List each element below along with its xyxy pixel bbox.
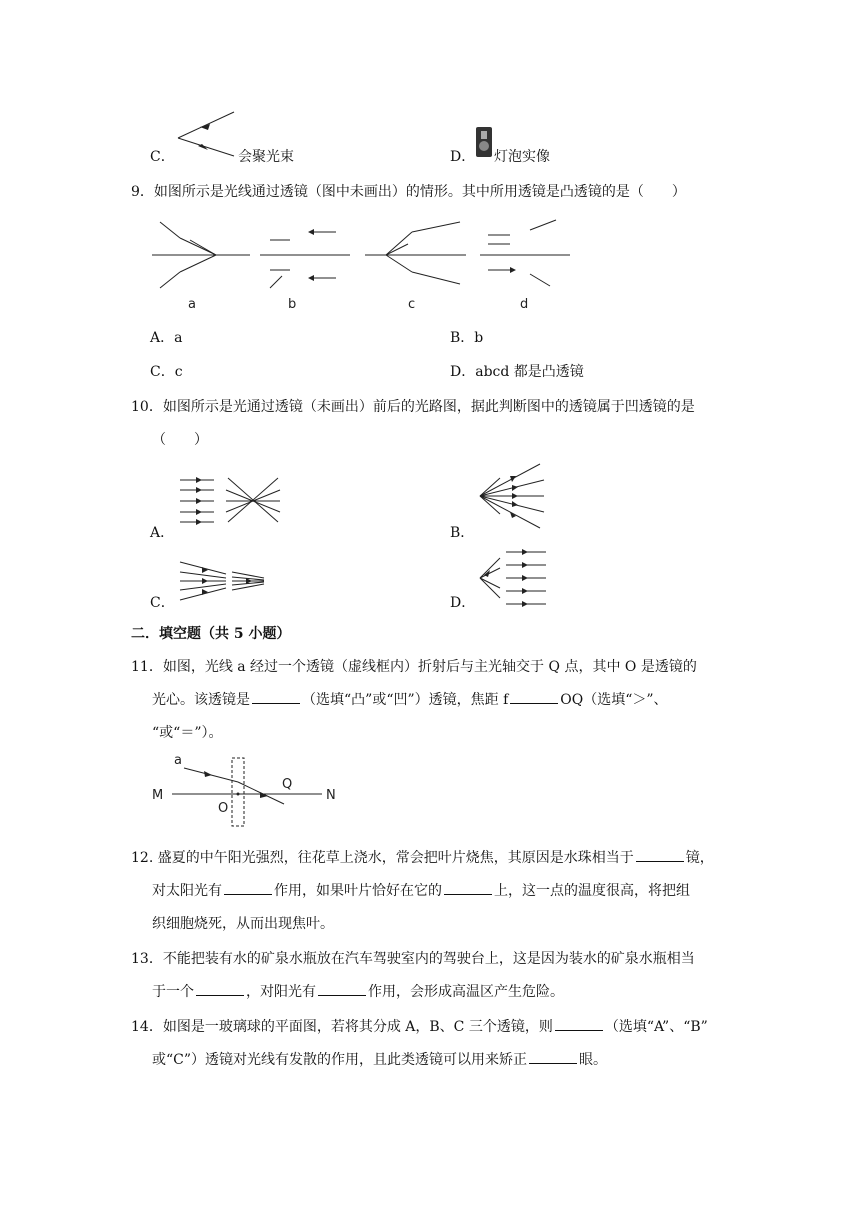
- q12-line3: 织细胞烧死，从而出现焦叶。: [152, 916, 334, 932]
- figure-label-a: a: [174, 753, 182, 768]
- q11-line2: 光心。该透镜是 （选填“凸”或“凹”）透镜，焦距 f OQ（选填“＞”、: [152, 692, 668, 708]
- figure-label-b: b: [288, 297, 297, 312]
- q10-figure-d: [472, 548, 552, 608]
- figure-label-a: a: [188, 297, 196, 312]
- q13-line2: 于一个 ，对阳光有 作用，会形成高温区产生危险。: [152, 984, 564, 1000]
- ray-diagram-b: [260, 229, 350, 288]
- figure-label-c: c: [408, 297, 416, 312]
- q11-line3: “或“＝”）。: [152, 725, 223, 741]
- answer-blank[interactable]: [224, 882, 272, 895]
- q8-option-d: [450, 146, 475, 166]
- answer-blank[interactable]: [529, 1051, 577, 1064]
- option-label: D．: [450, 149, 476, 165]
- q8-option-d-text: 灯泡实像: [494, 149, 550, 165]
- answer-blank[interactable]: [510, 691, 558, 704]
- q10-stem-line1: 10．如图所示是光通过透镜（未画出）前后的光路图，据此判断图中的透镜属于凹透镜的是: [131, 399, 695, 415]
- figure-label-q: Q: [282, 777, 293, 792]
- q12-line1: 12. 盛夏的中午阳光强烈，往花草上浇水，常会把叶片烧焦，其原因是水珠相当于 镜，: [131, 850, 714, 866]
- answer-blank[interactable]: [636, 849, 684, 862]
- q10-figure-a: [178, 470, 288, 532]
- q13-line1: 13．不能把装有水的矿泉水瓶放在汽车驾驶室内的驾驶台上，这是因为装水的矿泉水瓶相当: [131, 951, 695, 967]
- ray-diagram-d: [480, 220, 570, 286]
- figure-label-n: N: [326, 788, 336, 803]
- q10-figure-b: [472, 460, 552, 532]
- q9-option-d: D．abcd 都是凸透镜: [450, 364, 584, 380]
- q10-option-b: B．: [450, 525, 475, 541]
- q9-option-c: C．c: [150, 364, 183, 380]
- q10-option-d: D．: [450, 595, 476, 611]
- q10-option-c: C．: [150, 595, 175, 611]
- figure-label-d: d: [520, 297, 529, 312]
- q9-stem: 9．如图所示是光线通过透镜（图中未画出）的情形。其中所用透镜是凸透镜的是（ ）: [131, 184, 686, 200]
- answer-blank[interactable]: [252, 691, 300, 704]
- answer-blank[interactable]: [196, 983, 244, 996]
- option-label: C．: [150, 149, 175, 165]
- q9-option-b: B．b: [450, 330, 484, 346]
- q14-line1: 14．如图是一玻璃球的平面图，若将其分成 A，B、C 三个透镜，则 （选填“A”、“B”: [131, 1019, 708, 1035]
- answer-blank[interactable]: [555, 1018, 603, 1031]
- lightbulb-image-icon: [476, 127, 492, 157]
- figure-label-m: M: [152, 788, 164, 803]
- q9-figure: [150, 210, 580, 310]
- section-title: 二．填空题（共 5 小题）: [131, 626, 291, 642]
- q8-option-c-text: 会聚光束: [238, 149, 294, 165]
- answer-blank[interactable]: [444, 882, 492, 895]
- q10-stem-line2: （ ）: [152, 432, 208, 448]
- answer-blank[interactable]: [318, 983, 366, 996]
- q14-line2: 或“C”）透镜对光线有发散的作用，且此类透镜可以用来矫正 眼。: [152, 1052, 608, 1068]
- figure-label-o: O: [218, 801, 229, 816]
- q8-option-c: [150, 146, 175, 166]
- q10-option-a: A．: [150, 525, 175, 541]
- q10-figure-c: [178, 558, 268, 604]
- q11-lens-figure: [150, 752, 350, 832]
- q11-line1: 11．如图，光线 a 经过一个透镜（虚线框内）折射后与主光轴交于 Q 点，其中 O 是透镜的: [131, 659, 697, 675]
- converging-beam-figure: [172, 108, 242, 160]
- ray-diagram-a: [152, 222, 250, 288]
- q9-option-a: A．a: [150, 330, 183, 346]
- ray-diagram-c: [365, 222, 466, 284]
- q12-line2: 对太阳光有 作用，如果叶片恰好在它的 上，这一点的温度很高，将把组: [152, 883, 690, 899]
